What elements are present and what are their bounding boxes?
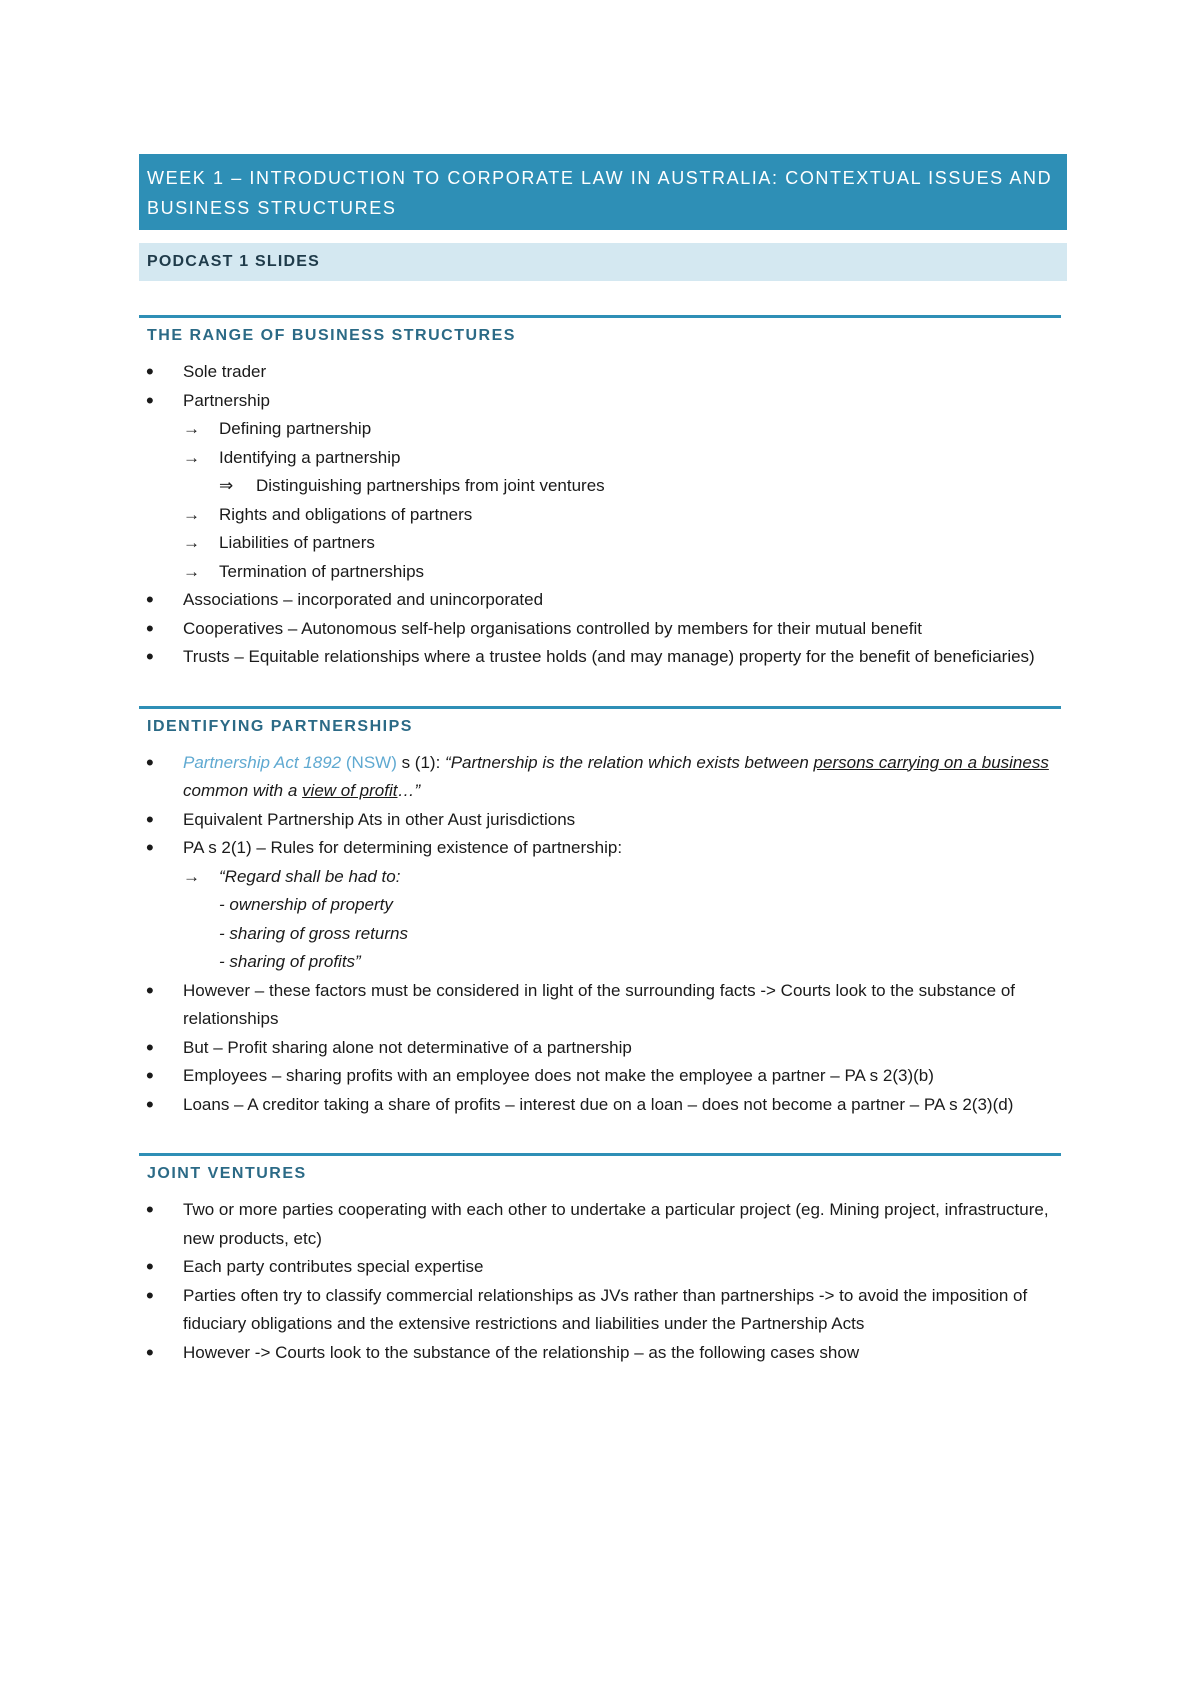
page-title: WEEK 1 – INTRODUCTION TO CORPORATE LAW IN AUSTRALIA: CONTEXTUAL ISSUES AND BUSINESS STRUCTURES (139, 154, 1067, 230)
list-item: ⇒ Distinguishing partnerships from joint ventures (139, 472, 1067, 501)
list-item: → Identifying a partnership (139, 444, 1067, 473)
arrow-icon: → (183, 447, 200, 467)
bullet-icon: • (146, 1034, 154, 1060)
bullet-icon: • (146, 1254, 154, 1279)
list-item: • Trusts – Equitable relationships where a trustee holds (and may manage) property for the benefit of beneficiaries) (146, 644, 1035, 669)
bullet-icon: • (146, 749, 154, 775)
section-identifying-partnerships (139, 706, 1067, 1120)
list-item: • However – these factors must be considered in light of the surrounding facts -> Courts look to the substance of relationships (146, 977, 1016, 1028)
underlined-phrase: persons carrying on a business (813, 752, 1049, 772)
bullet-icon: • (146, 977, 154, 1003)
act-citation: Partnership Act 1892 (183, 752, 342, 772)
bullet-icon: • (146, 806, 154, 832)
bullet-icon: • (146, 1091, 154, 1117)
section-heading: THE RANGE OF BUSINESS STRUCTURES (147, 327, 516, 344)
list-item: • Loans – A creditor taking a share of profits – interest due on a loan – does not become a partner – PA s 2(3)(d) (146, 1091, 1014, 1117)
list-item: → Liabilities of partners (139, 529, 1067, 558)
bullet-icon: • (146, 359, 154, 384)
act-jurisdiction: (NSW) (345, 752, 397, 772)
list-item: • Associations – incorporated and unincorporated (146, 587, 544, 612)
bullet-icon: • (146, 644, 154, 669)
list-item: • Sole trader (146, 359, 267, 384)
list-item: • However -> Courts look to the substance of the relationship – as the following cases show (146, 1339, 860, 1365)
joint-ventures-list (139, 1196, 1067, 1367)
list-item: • Partnership (146, 387, 270, 413)
list-item: → “Regard shall be had to: (139, 863, 1067, 892)
arrow-icon: → (183, 419, 200, 438)
podcast-subtitle: PODCAST 1 SLIDES (139, 243, 1067, 281)
section-joint-ventures (139, 1153, 1067, 1367)
underlined-phrase: view of profit (302, 781, 398, 800)
arrow-icon: → (183, 533, 200, 552)
arrow-icon: → (183, 561, 200, 581)
section-rule (139, 315, 1061, 318)
section-business-structures (139, 315, 1067, 672)
structures-list (139, 358, 1067, 672)
list-item: • PA s 2(1) – Rules for determining existence of partnership: (146, 835, 623, 860)
list-item: • Each party contributes special expertise (146, 1254, 484, 1279)
list-item: • Equivalent Partnership Ats in other Aust jurisdictions (146, 806, 576, 832)
section-rule (139, 1153, 1061, 1156)
arrow-icon: → (183, 504, 200, 524)
list-item: → Termination of partnerships (139, 558, 1067, 587)
list-item: → Defining partnership (139, 415, 1067, 444)
list-item: • Cooperatives – Autonomous self-help organisations controlled by members for their mutual benefit (146, 615, 922, 641)
list-item: • Parties often try to classify commercial relationships as JVs rather than partnerships -> to avoid the imposition of fiduciary obligations and the extensive restrictions and liabilities under the Partnership Acts (146, 1282, 1028, 1333)
list-item: - sharing of profits” (219, 952, 361, 971)
list-item: • Employees – sharing profits with an employee does not make the employee a partner – PA s 2(3)(b) (146, 1063, 934, 1088)
bullet-icon: • (146, 615, 154, 641)
list-item: • But – Profit sharing alone not determinative of a partnership (146, 1034, 632, 1060)
list-item: → Rights and obligations of partners (139, 501, 1067, 530)
document-content (139, 154, 1067, 1367)
list-item-partnership-act: • Partnership Act 1892 (NSW) s (1): “Partnership is the relation which exists between persons carrying on a business common with a view of profit…” (146, 749, 1049, 800)
bullet-icon: • (146, 1339, 154, 1365)
section-heading: IDENTIFYING PARTNERSHIPS (147, 717, 413, 735)
bullet-icon: • (146, 1197, 154, 1222)
bullet-icon: • (146, 1282, 154, 1308)
bullet-icon: • (146, 1063, 154, 1088)
arrow-icon: → (183, 866, 200, 886)
double-arrow-icon: ⇒ (219, 476, 234, 495)
bullet-icon: • (146, 835, 154, 860)
list-item: - sharing of gross returns (219, 923, 408, 943)
list-item: - ownership of property (219, 895, 393, 914)
list-item: • Two or more parties cooperating with each other to undertake a particular project (eg. Mining project, infrastructure, new products, etc) (146, 1197, 1049, 1248)
section-heading: JOINT VENTURES (147, 1165, 307, 1182)
partnerships-list (139, 749, 1067, 1120)
bullet-icon: • (146, 387, 154, 413)
bullet-icon: • (146, 587, 154, 612)
section-rule (139, 706, 1061, 709)
